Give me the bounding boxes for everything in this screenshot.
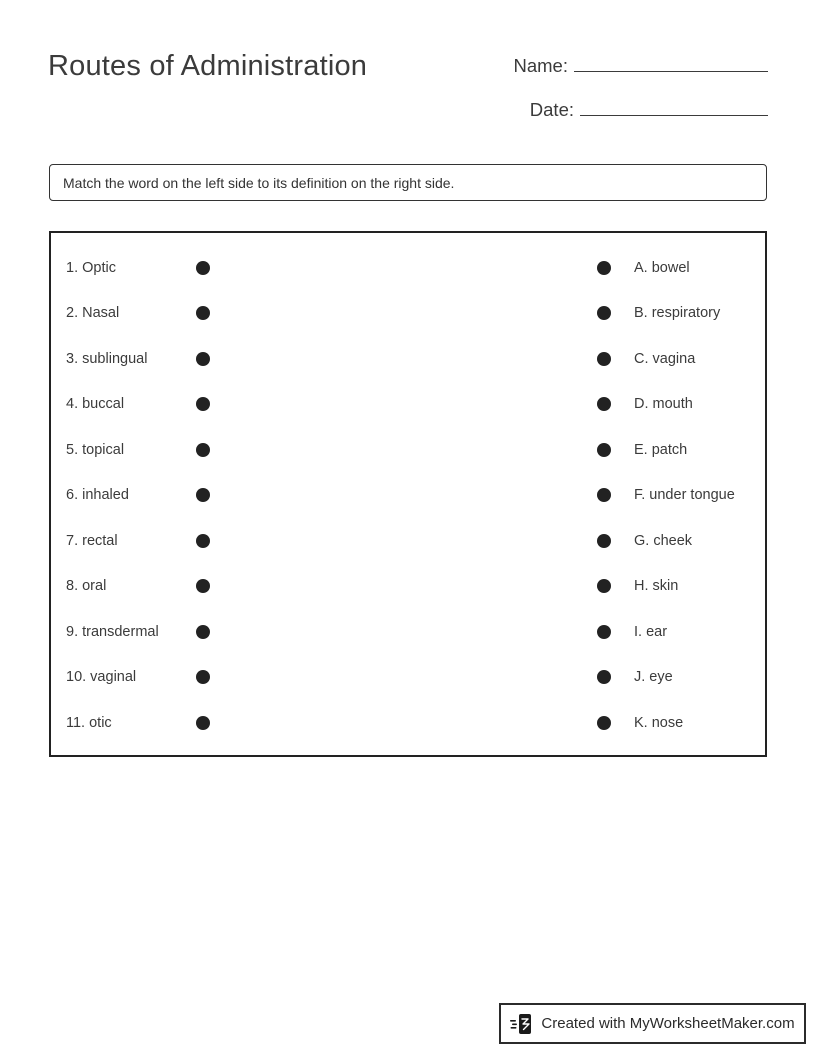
left-match-dot[interactable] <box>196 579 210 593</box>
left-match-dot[interactable] <box>196 443 210 457</box>
match-row <box>66 336 750 382</box>
footer-credit-badge[interactable] <box>499 1003 806 1044</box>
match-row <box>66 473 750 519</box>
left-term: 5. topical <box>66 441 125 458</box>
left-match-dot[interactable] <box>196 397 210 411</box>
right-definition: K. nose <box>634 714 684 731</box>
date-label: Date: <box>529 99 574 120</box>
left-term: 1. Optic <box>66 259 116 276</box>
instructions-box <box>49 164 767 201</box>
footer-credit-text: Created with MyWorksheetMaker.com <box>541 1015 795 1032</box>
left-match-dot[interactable] <box>196 352 210 366</box>
left-match-dot[interactable] <box>196 261 210 275</box>
right-match-dot[interactable] <box>597 625 611 639</box>
instructions-text: Match the word on the left side to its definition on the right side. <box>63 174 455 191</box>
match-row <box>66 655 750 701</box>
right-match-dot[interactable] <box>597 716 611 730</box>
right-match-dot[interactable] <box>597 670 611 684</box>
name-date-block <box>514 50 769 138</box>
right-definition: A. bowel <box>634 259 690 276</box>
match-row <box>66 609 750 655</box>
page-title: Routes of Administration <box>48 50 368 82</box>
left-match-dot[interactable] <box>196 534 210 548</box>
right-definition: C. vagina <box>634 350 696 367</box>
right-definition: B. respiratory <box>634 305 721 322</box>
name-label: Name: <box>513 55 568 76</box>
right-definition: D. mouth <box>634 396 693 413</box>
match-row <box>66 382 750 428</box>
left-term: 4. buccal <box>66 396 125 413</box>
left-term: 3. sublingual <box>66 350 148 367</box>
right-match-dot[interactable] <box>597 443 611 457</box>
match-row <box>66 427 750 473</box>
left-term: 10. vaginal <box>66 669 137 686</box>
left-match-dot[interactable] <box>196 488 210 502</box>
match-row <box>66 245 750 291</box>
left-term: 8. oral <box>66 578 107 595</box>
match-row <box>66 518 750 564</box>
right-match-dot[interactable] <box>597 579 611 593</box>
left-term: 9. transdermal <box>66 623 159 640</box>
date-blank-line[interactable] <box>580 94 768 116</box>
match-row <box>66 700 750 746</box>
left-term: 6. inhaled <box>66 487 129 504</box>
match-row <box>66 564 750 610</box>
right-match-dot[interactable] <box>597 352 611 366</box>
right-match-dot[interactable] <box>597 306 611 320</box>
match-row <box>66 291 750 337</box>
name-row <box>514 50 769 77</box>
right-definition: H. skin <box>634 578 679 595</box>
left-term: 11. otic <box>66 714 112 731</box>
right-match-dot[interactable] <box>597 488 611 502</box>
right-definition: J. eye <box>634 669 673 686</box>
right-definition: G. cheek <box>634 532 693 549</box>
left-term: 2. Nasal <box>66 305 120 322</box>
matching-box <box>49 231 767 757</box>
date-row <box>530 94 768 121</box>
right-definition: I. ear <box>634 623 668 640</box>
right-match-dot[interactable] <box>597 261 611 275</box>
left-match-dot[interactable] <box>196 670 210 684</box>
right-match-dot[interactable] <box>597 534 611 548</box>
left-match-dot[interactable] <box>196 625 210 639</box>
left-match-dot[interactable] <box>196 306 210 320</box>
right-definition: F. under tongue <box>634 487 735 504</box>
right-match-dot[interactable] <box>597 397 611 411</box>
left-term: 7. rectal <box>66 532 118 549</box>
left-match-dot[interactable] <box>196 716 210 730</box>
name-blank-line[interactable] <box>574 50 768 72</box>
worksheet-page-icon <box>510 1012 534 1036</box>
right-definition: E. patch <box>634 441 688 458</box>
